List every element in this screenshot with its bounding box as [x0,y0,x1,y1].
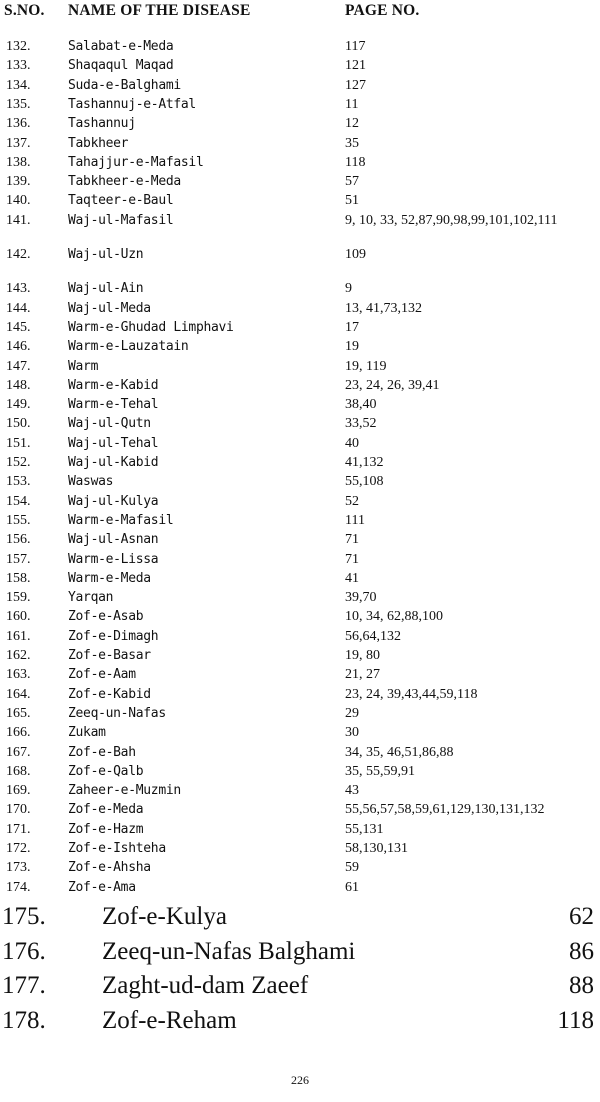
row-page-numbers: 117 [345,39,366,54]
table-row-large [0,1004,600,1038]
row-page-numbers: 19, 80 [345,648,380,663]
row-page-numbers: 71 [345,532,359,548]
row-sno: 143. [6,281,31,297]
row-page-numbers: 127 [345,77,366,93]
row-page-numbers: 29 [345,705,359,721]
table-row [0,820,600,839]
row-sno: 175. [2,903,46,930]
table-row [0,607,600,626]
row-disease-name: Tahajjur-e-Mafasil [68,154,204,170]
table-row [0,588,600,607]
table-row [0,191,600,210]
row-page-numbers: 121 [345,58,366,74]
row-page-numbers: 39,70 [345,590,377,606]
table-row [0,762,600,781]
row-disease-name: Tashannuj [68,116,136,132]
row-page-numbers: 17 [345,319,359,335]
row-sno: 135. [6,96,31,112]
table-row [0,76,600,95]
row-disease-name: Zof-e-Aam [68,667,136,683]
row-disease-name: Waj-ul-Qutn [68,416,151,432]
table-row [0,114,600,133]
row-page-numbers: 55,131 [345,821,384,837]
header-page-no: PAGE NO. [345,2,420,19]
table-row [0,723,600,742]
row-page-numbers: 58,130,131 [345,841,408,856]
row-sno: 161. [6,628,31,644]
table-row [0,704,600,723]
table-row [0,685,600,704]
row-disease-name: Zof-e-Asab [68,609,144,625]
table-row [0,530,600,549]
row-page-numbers: 10, 34, 62,88,100 [345,609,443,625]
row-disease-name: Zof-e-Ama [68,879,136,895]
row-disease-name: Zof-e-Meda [68,802,144,818]
page-number: 226 [291,1073,309,1087]
row-sno: 140. [6,193,31,209]
row-page-numbers: 23, 24, 39,43,44,59,118 [345,686,478,702]
row-page-numbers: 41,132 [345,455,384,470]
table-row [0,858,600,877]
table-row [0,245,600,264]
row-disease-name: Waj-ul-Tehal [68,435,159,451]
row-page-numbers: 35, 55,59,91 [345,763,415,779]
table-row-large [0,900,600,934]
row-sno: 160. [6,609,31,625]
row-sno: 167. [6,744,31,760]
row-sno: 148. [6,377,31,393]
row-page-numbers: 41 [345,570,359,586]
table-row [0,134,600,153]
row-sno: 156. [6,532,31,548]
row-page-numbers: 111 [345,512,365,528]
row-sno: 171. [6,821,31,837]
table-row [0,414,600,433]
row-disease-name: Waj-ul-Ain [68,281,144,297]
row-sno: 139. [6,174,31,190]
row-disease-name: Zukam [68,725,106,741]
row-page-numbers: 88 [569,972,594,999]
row-page-numbers: 55,108 [345,474,384,490]
row-disease-name: Zof-e-Kabid [68,686,151,702]
row-sno: 136. [6,116,31,132]
header-disease-name: NAME OF THE DISEASE [68,2,251,19]
row-sno: 165. [6,705,31,721]
row-sno: 177. [2,972,46,999]
table-row [0,279,600,298]
row-disease-name: Warm-e-Tehal [68,397,159,413]
table-row [0,472,600,491]
table-row-large [0,969,600,1003]
table-row [0,800,600,819]
row-sno: 150. [6,416,31,432]
row-disease-name: Zof-e-Ahsha [68,860,151,876]
table-row [0,511,600,530]
table-row [0,211,600,230]
row-sno: 153. [6,474,31,490]
row-page-numbers: 86 [569,937,594,965]
row-disease-name: Waswas [68,474,114,490]
row-page-numbers: 59 [345,860,359,876]
table-row [0,376,600,395]
row-disease-name: Warm-e-Ghudad Limphavi [68,319,234,335]
row-page-numbers: 30 [345,725,359,741]
row-page-numbers: 38,40 [345,397,377,413]
row-sno: 157. [6,551,31,567]
row-disease-name: Waj-ul-Meda [68,300,151,316]
row-sno: 152. [6,455,31,470]
row-disease-name: Tabkheer [68,135,129,151]
row-disease-name: Waj-ul-Kulya [68,493,159,509]
row-disease-name: Shaqaqul Maqad [68,58,174,74]
row-page-numbers: 11 [345,96,359,112]
row-sno: 154. [6,493,31,509]
row-sno: 133. [6,58,31,74]
row-page-numbers: 13, 41,73,132 [345,300,422,316]
row-sno: 134. [6,77,31,93]
row-page-numbers: 56,64,132 [345,628,401,644]
row-sno: 176. [2,937,46,965]
table-row [0,395,600,414]
row-disease-name: Taqteer-e-Baul [68,193,174,209]
row-sno: 145. [6,319,31,335]
row-page-numbers: 51 [345,193,359,209]
table-row [0,627,600,646]
table-row [0,453,600,472]
row-disease-name: Warm-e-Mafasil [68,512,174,528]
row-page-numbers: 35 [345,135,359,151]
row-sno: 159. [6,590,31,606]
row-disease-name: Zof-e-Bah [68,744,136,760]
row-sno: 149. [6,397,31,413]
row-sno: 142. [6,247,31,262]
row-sno: 163. [6,667,31,683]
row-sno: 151. [6,435,31,451]
table-row [0,743,600,762]
row-sno: 155. [6,512,31,528]
row-page-numbers: 62 [569,903,594,930]
table-row [0,550,600,569]
table-row [0,37,600,56]
row-disease-name: Zeeq-un-Nafas [68,705,166,721]
row-disease-name: Warm-e-Lauzatain [68,339,189,355]
row-page-numbers: 55,56,57,58,59,61,129,130,131,132 [345,802,545,818]
row-page-numbers: 19, 119 [345,358,387,374]
row-sno: 138. [6,154,31,170]
row-disease-name: Zof-e-Qalb [68,763,144,779]
table-row [0,318,600,337]
row-disease-name: Warm [68,358,99,374]
row-sno: 146. [6,339,31,355]
row-disease-name: Waj-ul-Uzn [68,247,144,262]
row-sno: 141. [6,212,31,228]
row-disease-name: Zof-e-Kulya [102,903,227,930]
row-sno: 158. [6,570,31,586]
row-disease-name: Waj-ul-Asnan [68,532,159,548]
row-page-numbers: 52 [345,493,359,509]
row-page-numbers: 19 [345,339,359,355]
row-page-numbers: 40 [345,435,359,451]
row-sno: 168. [6,763,31,779]
row-disease-name: Waj-ul-Mafasil [68,212,174,228]
row-page-numbers: 12 [345,116,359,132]
row-disease-name: Zof-e-Reham [102,1006,237,1034]
row-sno: 169. [6,783,31,799]
table-row [0,95,600,114]
table-row [0,153,600,172]
table-row [0,492,600,511]
row-sno: 178. [2,1006,46,1034]
row-page-numbers: 109 [345,247,366,262]
row-disease-name: Zof-e-Ishteha [68,841,166,856]
row-sno: 173. [6,860,31,876]
row-disease-name: Warm-e-Meda [68,570,151,586]
row-page-numbers: 61 [345,879,359,895]
table-row [0,646,600,665]
row-sno: 132. [6,39,31,54]
row-sno: 166. [6,725,31,741]
row-disease-name: Tabkheer-e-Meda [68,174,181,190]
table-row [0,56,600,75]
header-sno: S.NO. [4,2,45,19]
row-page-numbers: 9 [345,281,352,297]
row-page-numbers: 21, 27 [345,667,380,683]
table-row [0,434,600,453]
row-disease-name: Tashannuj-e-Atfal [68,96,196,112]
table-row [0,569,600,588]
row-disease-name: Suda-e-Balghami [68,77,181,93]
row-page-numbers: 34, 35, 46,51,86,88 [345,744,454,760]
table-row-large [0,935,600,969]
table-row [0,357,600,376]
table-row [0,781,600,800]
row-disease-name: Warm-e-Lissa [68,551,159,567]
table-row [0,878,600,897]
table-row [0,299,600,318]
row-sno: 147. [6,358,31,374]
row-page-numbers: 71 [345,551,359,567]
table-row [0,172,600,191]
row-disease-name: Zaght-ud-dam Zaeef [102,972,309,999]
row-page-numbers: 118 [345,154,366,170]
row-disease-name: Zeeq-un-Nafas Balghami [102,937,356,965]
row-page-numbers: 9, 10, 33, 52,87,90,98,99,101,102,111 [345,212,558,228]
row-page-numbers: 43 [345,783,359,799]
row-disease-name: Warm-e-Kabid [68,377,159,393]
row-sno: 172. [6,841,31,856]
row-disease-name: Zaheer-e-Muzmin [68,783,181,799]
row-sno: 137. [6,135,31,151]
row-sno: 174. [6,879,31,895]
table-row [0,665,600,684]
row-disease-name: Zof-e-Dimagh [68,628,159,644]
row-disease-name: Yarqan [68,590,114,606]
row-page-numbers: 33,52 [345,416,377,432]
row-disease-name: Salabat-e-Meda [68,39,174,54]
row-disease-name: Zof-e-Basar [68,648,151,663]
row-disease-name: Waj-ul-Kabid [68,455,159,470]
row-disease-name: Zof-e-Hazm [68,821,144,837]
row-sno: 162. [6,648,31,663]
row-page-numbers: 57 [345,174,359,190]
row-sno: 164. [6,686,31,702]
row-page-numbers: 118 [557,1006,594,1034]
row-sno: 144. [6,300,31,316]
table-row [0,337,600,356]
row-sno: 170. [6,802,31,818]
table-row [0,839,600,858]
row-page-numbers: 23, 24, 26, 39,41 [345,377,440,393]
